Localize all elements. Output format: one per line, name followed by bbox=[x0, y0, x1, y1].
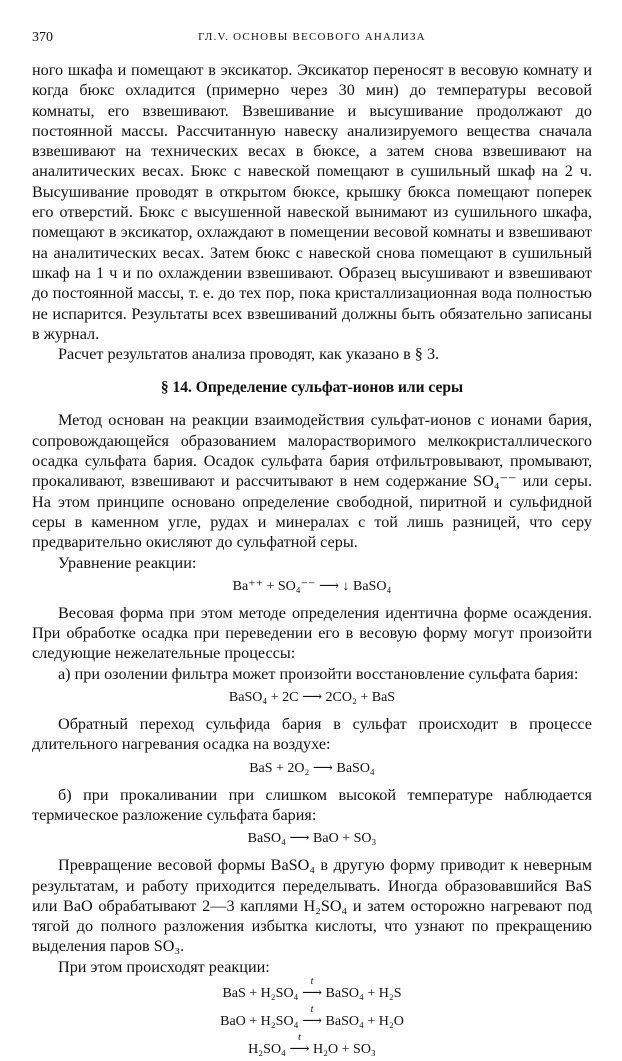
equation-acid-decomposition: H₂SO₄ t ⟶ H₂O + SO₃ bbox=[32, 1039, 592, 1061]
paragraph-weighing-form: Весовая форма при этом методе определения идентична форме осаждения. При обработке осадка при переведении его в весовую форму могут произойти следующие нежелательные процессы: bbox=[32, 603, 592, 663]
paragraph-reactions-intro: При этом происходят реакции: bbox=[58, 957, 270, 976]
equation-bas-acid: BaS + H₂SO₄ t ⟶ BaSO₄ + H₂S bbox=[32, 983, 592, 1005]
equation-oxidation: BaS + 2O₂ ⟶ BaSO₄ bbox=[249, 760, 375, 776]
paragraph-calculation-reference: Расчет результатов анализа проводят, как указано в § 3. bbox=[58, 345, 440, 364]
page-number: 370 bbox=[32, 30, 53, 45]
paragraph-reduction: а) при озолении фильтра может произойти восстановление сульфата бария: bbox=[58, 664, 579, 683]
page-header bbox=[32, 22, 592, 48]
paragraph-reverse-transition: Обратный переход сульфида бария в сульфат происходит в процессе длительного нагревания осадка на воздухе: bbox=[32, 715, 592, 754]
equation-bao-acid: BaO + H₂SO₄ t ⟶ BaSO₄ + H₂O bbox=[32, 1011, 592, 1033]
running-title: ГЛ.V. ОСНОВЫ ВЕСОВОГО АНАЛИЗА bbox=[198, 31, 426, 43]
equation-precipitation: Ba⁺⁺ + SO₄⁻⁻ ⟶ ↓ BaSO₄ bbox=[232, 578, 392, 594]
section-title: § 14. Определение сульфат-ионов или серы bbox=[160, 379, 464, 397]
arrow-heat: t ⟶ bbox=[301, 1003, 323, 1029]
equation-reduction: BaSO₄ + 2C ⟶ 2CO₂ + BaS bbox=[228, 690, 396, 706]
paragraph-drying-procedure: ного шкафа и помещают в эксикатор. Эксикатор переносят в весовую комнату и когда бюкс охладится (примерно через 30 мин) до температуры весовой комнаты, его взвешивают. Взвешивание и высушивание продолжают до постоянной массы. Рассчитанную навеску анализируемого вещества сначала взвешивают на технических весах в бюксе, а затем снова взвешивают на аналитических весах. Бюкс с навеской помещают в сушильный шкаф на 2 ч. Высушивание проводят в открытом бюксе, крышку бюкса помещают поперек его отверстий. Бюкс с высушенной навеской вынимают из сушильного шкафа, помещают в эксикатор, охлаждают в помещении весовой комнаты и взвешивают на аналитических весах. Затем бюкс с навеской снова помещают в сушильный шкаф на 1 ч и по охлаждении взвешивают. Образец высушивают и взвешивают до постоянной массы, т. е. до тех пор, пока кристаллизационная вода полностью не испарится. Результаты всех взвешиваний должны быть обязательно записаны в журнал. bbox=[32, 61, 592, 343]
arrow-heat: t ⟶ bbox=[301, 975, 323, 1001]
arrow-heat: t ⟶ bbox=[289, 1031, 310, 1057]
paragraph-reaction-intro: Уравнение реакции: bbox=[58, 553, 197, 572]
paragraph-thermal-decomposition: б) при прокаливании при слишком высокой температуре наблюдается термическое разложение сульфата бария: bbox=[32, 785, 592, 824]
equation-decomposition: BaSO₄ ⟶ BaO + SO₃ bbox=[247, 831, 377, 847]
paragraph-method-description: Метод основан на реакции взаимодействия сульфат-ионов с ионами бария, сопровождающейся образованием малорастворимого мелкокристаллического осадка сульфата бария. Осадок сульфата бария отфильтровывают, промывают, прокаливают, взвешивают и рассчитывают в нем содержание SO₄⁻⁻ или серы. На этом принципе основано определение свободной, пиритной и сульфидной серы в каменном угле, рудах и минералах с той лишь разницей, что серу предварительно окисляют до сульфатной серы. bbox=[32, 411, 592, 552]
paragraph-correction: Превращение весовой формы BaSO₄ в другую форму приводит к неверным результатам, и работу приходится переделывать. Иногда образовавшийся BaS или BaO обрабатывают 2—3 каплями H₂SO₄ и затем осторожно нагревают под тягой до полного разложения избытка кислоты, что узнают по прекращению выделения паров SO₃. bbox=[32, 856, 592, 956]
